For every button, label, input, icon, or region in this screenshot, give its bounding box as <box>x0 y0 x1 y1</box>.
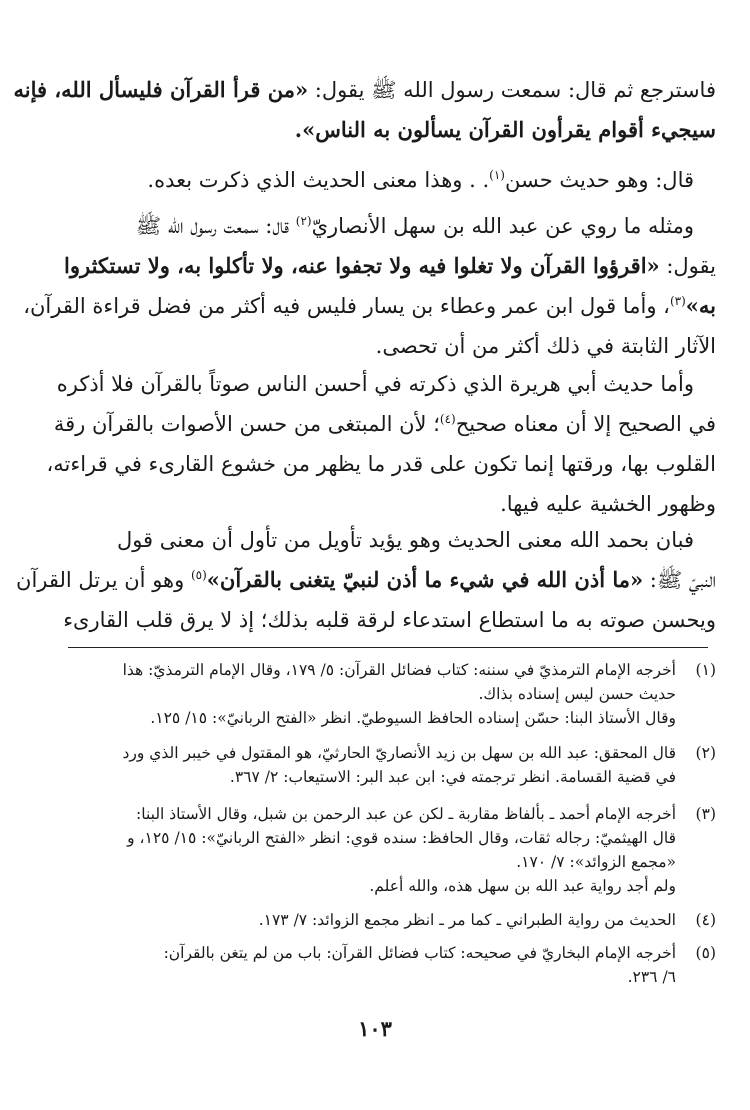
footnote-line: وقال الأستاذ البنا: حسّن إسناده الحافظ السيوطيّ. انظر «الفتح الربانيّ»: ١٥/ ١٢٥. <box>150 709 676 727</box>
text-line <box>46 444 716 484</box>
hadith-quote: «اقرؤوا القرآن ولا تغلوا فيه ولا تجفوا عنه، ولا تأكلوا به، ولا تستكثروا <box>64 253 660 278</box>
text-line <box>68 484 716 524</box>
paragraph-1 <box>13 70 716 150</box>
hadith-quote: سيجيء أقوام يقرأون القرآن يسألون به الناس». <box>294 117 716 142</box>
footnote-line: أخرجه الإمام أحمد ـ بألفاظ مقاربة ـ لكن عن عبد الرحمن بن شبل، وقال الأستاذ البنا: <box>136 805 676 823</box>
footnote-line: الحديث من رواية الطبراني ـ كما مر ـ انظر مجمع الزوائد: ٧/ ١٧٣. <box>258 911 676 929</box>
text-line <box>23 286 716 326</box>
text-line <box>56 364 716 404</box>
footnote-line: «مجمع الزوائد»: ٧/ ١٧٠. <box>516 853 676 871</box>
footnote-line: قال المحقق: عبد الله بن سهل بن زيد الأنصاريّ الحارثيّ، هو المقتول في خيبر الذي ورد <box>122 744 676 762</box>
body-text: الآثار الثابتة في ذلك أكثر من أن تحصى. <box>375 334 716 358</box>
footnote-line: ٦/ ٢٣٦. <box>627 968 676 986</box>
text-line <box>13 70 716 110</box>
footnote-line: حديث حسن ليس إسناده بذاك. <box>478 685 676 703</box>
footnote-5 <box>68 941 716 989</box>
footnote-line: قال الهيثميّ: رجاله ثقات، وقال الحافظ: سنده قوي: انظر «الفتح الربانيّ»: ١٥/ ١٢٥، و <box>127 829 676 847</box>
footnote-number: (٢) <box>695 744 716 762</box>
body-text: فبان بحمد الله معنى الحديث وهو يؤيد تأويل من تأول أن معنى قول <box>116 528 694 552</box>
paragraph-5 <box>16 520 716 640</box>
footnote-number: (١) <box>695 661 716 679</box>
body-text: ويحسن صوته به ما استطاع استدعاء لرقة قلبه بذلك؛ إذ لا يرق قلب القارىء <box>63 608 716 632</box>
footnote-ref-2: (٢) <box>295 214 312 228</box>
body-text: في الصحيح إلا أن معناه صحيح <box>455 412 716 436</box>
footnote-ref-3: (٣) <box>669 294 686 308</box>
page-number: ١٠٣ <box>358 1016 392 1041</box>
footnote-ref-1: (١) <box>489 168 505 182</box>
paragraph-2 <box>68 160 716 200</box>
hadith-quote: به» <box>685 293 716 318</box>
narration-text: فاسترجع ثم قال: سمعت رسول الله ﷺ يقول: <box>308 78 716 102</box>
body-text: القلوب بها، ورقتها إنما تكون على قدر ما يظهر من خشوع القارىء في قراءته، <box>46 452 716 476</box>
footnote-line: في قضية القسامة. انظر ترجمته في: ابن عبد البر: الاستيعاب: ٢/ ٣٦٧. <box>229 768 676 786</box>
text-line <box>64 246 716 286</box>
text-line <box>53 404 716 444</box>
body-text: يقول: <box>659 254 716 278</box>
body-text: ومثله ما روي عن عبد الله بن سهل الأنصاريّ <box>311 214 694 238</box>
footnote-line: أخرجه الإمام الترمذيّ في سننه: كتاب فضائل القرآن: ٥/ ١٧٩، وقال الإمام الترمذيّ: هذا <box>122 661 676 679</box>
footnote-number: (٥) <box>695 944 716 962</box>
footnote-number: (٤) <box>695 911 716 929</box>
body-text: قال: وهو حديث حسن <box>504 168 694 192</box>
text-line <box>68 206 716 246</box>
footnote-4 <box>68 908 716 932</box>
hadith-quote: «ما أذن الله في شيء ما أذن لنبيّ يتغنى بالقرآن» <box>206 567 644 592</box>
hadith-quote: «من قرأ القرآن فليسأل الله، فإنه <box>13 77 309 102</box>
footnote-number: (٣) <box>695 805 716 823</box>
footnote-ref-5: (٥) <box>190 568 207 582</box>
text-line <box>68 160 716 200</box>
text-line <box>68 326 716 366</box>
body-text: وهو أن يرتل القرآن <box>16 568 191 592</box>
footnote-line: أخرجه الإمام البخاريّ في صحيحه: كتاب فضائل القرآن: باب من لم يتغن بالقرآن: <box>163 944 676 962</box>
text-line <box>16 560 716 600</box>
body-text: ؛ لأن المبتغى من حسن الأصوات بالقرآن رقة <box>53 412 440 436</box>
text-line <box>68 110 716 150</box>
body-text: وظهور الخشية عليه فيها. <box>500 492 716 516</box>
text-line <box>63 600 716 640</box>
paragraph-4 <box>46 364 716 524</box>
footnote-ref-4: (٤) <box>439 412 456 426</box>
footnote-line: ولم أجد رواية عبد الله بن سهل هذه، والله أعلم. <box>369 877 676 895</box>
text-line <box>68 520 716 560</box>
footnote-3 <box>68 802 716 898</box>
footnote-2 <box>68 741 716 789</box>
footnote-divider <box>68 647 708 648</box>
body-text: قال: سمعت رسول الله ﷺ <box>135 214 296 238</box>
body-text: . . وهذا معنى الحديث الذي ذكرت بعده. <box>147 168 490 192</box>
footnote-1 <box>68 658 716 730</box>
body-text: وأما حديث أبي هريرة الذي ذكرته في أحسن الناس صوتاً بالقرآن فلا أذكره <box>56 372 694 396</box>
body-text: النبيّ ﷺ: <box>643 568 716 592</box>
body-text: ، وأما قول ابن عمر وعطاء بن يسار فليس فيه أكثر من فضل قراءة القرآن، <box>23 294 670 318</box>
paragraph-3 <box>23 206 716 366</box>
